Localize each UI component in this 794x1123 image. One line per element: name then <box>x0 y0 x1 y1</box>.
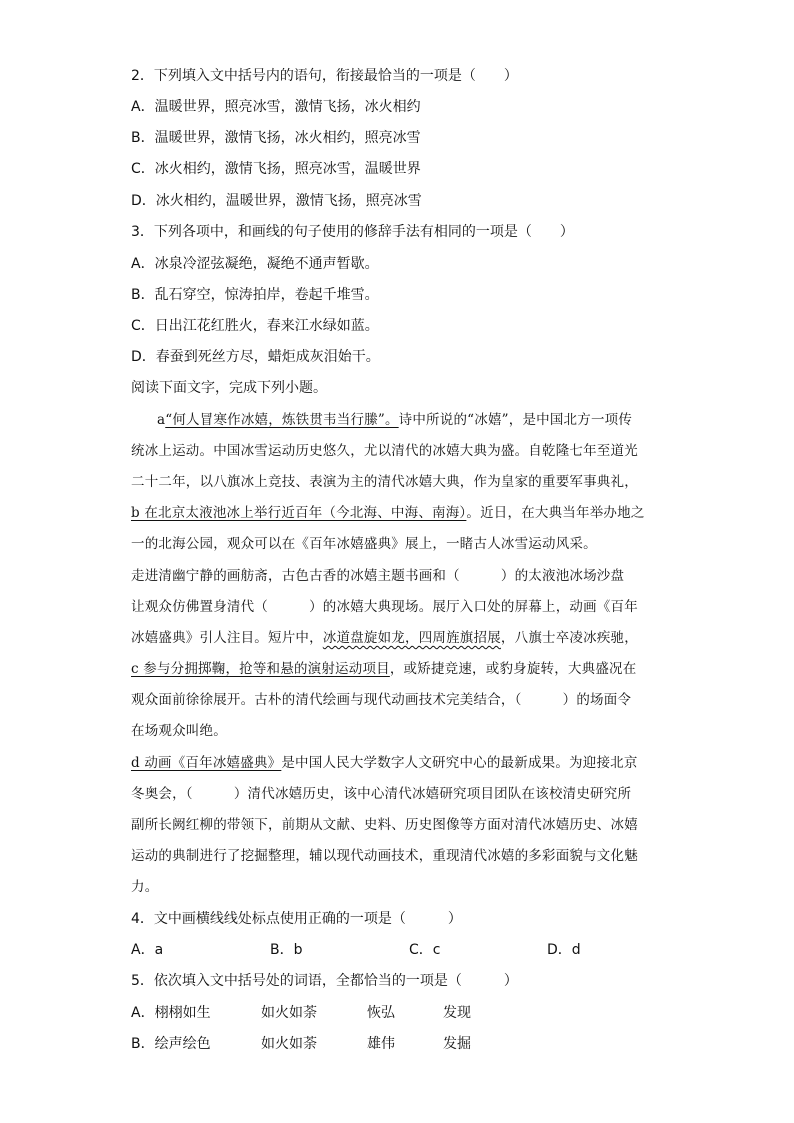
label-a: a <box>157 412 166 428</box>
passage-line: 副所长阙红柳的带领下，前期从文献、史料、历史图像等方面对清代冰嬉历史、冰嬉 <box>131 817 638 833</box>
option-b-word-4: 发掘 <box>443 1036 471 1052</box>
passage-text: 诗中所说的“冰嬉”，是中国北方一项传 <box>398 412 633 428</box>
question-3-stem: 3．下列各项中，和画线的句子使用的修辞手法有相同的一项是（ ） <box>131 224 574 240</box>
option-a-word-4: 发现 <box>443 1005 471 1021</box>
passage-line: 观众面前徐徐展开。古朴的清代绘画与现代动画技术完美结合，（ ）的场面令 <box>131 692 632 708</box>
question-2-option-a: A．温暖世界，照亮冰雪，激情飞扬，冰火相约 <box>131 99 421 115</box>
question-4-stem: 4．文中画横线线处标点使用正确的一项是（ ） <box>131 911 462 927</box>
question-4-option-d: D．d <box>547 942 581 958</box>
passage-line: 冬奥会，（ ）清代冰嬉历史，该中心清代冰嬉研究项目团队在该校清史研究所 <box>131 786 632 802</box>
question-2-stem: 2．下列填入文中括号内的语句，衔接最恰当的一项是（ ） <box>131 68 518 84</box>
question-3-option-d: D．春蚕到死丝方尽，蜡炬成灰泪始干。 <box>131 349 380 365</box>
question-3-option-c: C．日出江花红胜火，春来江水绿如蓝。 <box>131 318 379 334</box>
passage-line: 统冰上运动。中国冰雪运动历史悠久，尤以清代的冰嬉大典为盛。自乾隆七年至道光 <box>131 443 638 459</box>
passage-text: 。近日，在大典当年举办地之 <box>466 505 645 521</box>
question-2-option-d: D．冰火相约，温暖世界，激情飞扬，照亮冰雪 <box>131 193 422 209</box>
option-a-word-2: 如火如荼 <box>261 1005 317 1021</box>
question-4-option-c: C．c <box>409 942 441 958</box>
passage-line: 二十二年，以八旗冰上竞技、表演为主的清代冰嬉大典，作为皇家的重要军事典礼， <box>131 474 638 490</box>
question-3-option-b: B．乱石穿空，惊涛拍岸，卷起千堆雪。 <box>131 287 379 303</box>
option-b-word-2: 如火如荼 <box>261 1036 317 1052</box>
underlined-sentence-b: b 在北京太液池冰上举行近百年（今北海、中海、南海） <box>131 505 467 521</box>
option-b-word-3: 雄伟 <box>367 1036 395 1052</box>
option-b-word-1: B．绘声绘色 <box>131 1036 211 1052</box>
passage-line: 走进清幽宁静的画舫斋，古色古香的冰嬉主题书画和（ ）的太液池冰场沙盘 <box>131 568 625 584</box>
passage-text: 冰嬉盛典》引人注目。短片中， <box>131 630 323 646</box>
question-4-option-a: A．a <box>131 942 164 958</box>
passage-text: ，或矫捷竞速，或豹身旋转，大典盛况在 <box>389 661 637 677</box>
passage-line: 力。 <box>131 879 159 895</box>
question-2-option-c: C．冰火相约，激情飞扬，照亮冰雪，温暖世界 <box>131 161 421 177</box>
passage-line: 运动的典制进行了挖掘整理，辅以现代动画技术，重现清代冰嬉的多彩面貌与文化魅 <box>131 848 638 864</box>
passage-line <box>131 410 687 430</box>
passage-text: ，八旗士卒凌冰疾驰， <box>500 630 638 646</box>
underlined-sentence-c: c 参与分拥掷鞠，抢等和悬的演射运动项目 <box>131 661 390 677</box>
question-5-stem: 5．依次填入文中括号处的词语，全都恰当的一项是（ ） <box>131 973 518 989</box>
passage-line <box>131 753 661 773</box>
passage-line: 一的北海公园，观众可以在《百年冰嬉盛典》展上，一睹古人冰雪运动风采。 <box>131 536 597 552</box>
underlined-sentence-d: d 动画《百年冰嬉盛典》 <box>131 755 282 771</box>
option-a-word-3: 恢弘 <box>367 1005 395 1021</box>
underlined-sentence-a: “何人冒寒作冰嬉，炼铁贯韦当行縢”。 <box>165 412 399 428</box>
passage-text: 是中国人民大学数字人文研究中心的最新成果。为迎接北京 <box>281 755 638 771</box>
passage-line: 在场观众叫绝。 <box>131 723 227 739</box>
question-4-option-b: B．b <box>270 942 303 958</box>
passage-line <box>131 628 661 648</box>
question-2-option-b: B．温暖世界，激情飞扬，冰火相约，照亮冰雪 <box>131 130 421 146</box>
passage-line <box>131 659 661 679</box>
reading-intro: 阅读下面文字，完成下列小题。 <box>131 380 327 396</box>
passage-line <box>131 503 661 523</box>
question-3-option-a: A．冰泉冷涩弦凝绝，凝绝不通声暂歇。 <box>131 256 379 272</box>
passage-line: 让观众仿佛置身清代（ ）的冰嬉大典现场。展厅入口处的屏幕上，动画《百年 <box>131 599 638 615</box>
option-a-word-1: A．栩栩如生 <box>131 1005 211 1021</box>
wavy-underlined-sentence: 冰道盘旋如龙，四周旌旗招展 <box>322 630 501 646</box>
